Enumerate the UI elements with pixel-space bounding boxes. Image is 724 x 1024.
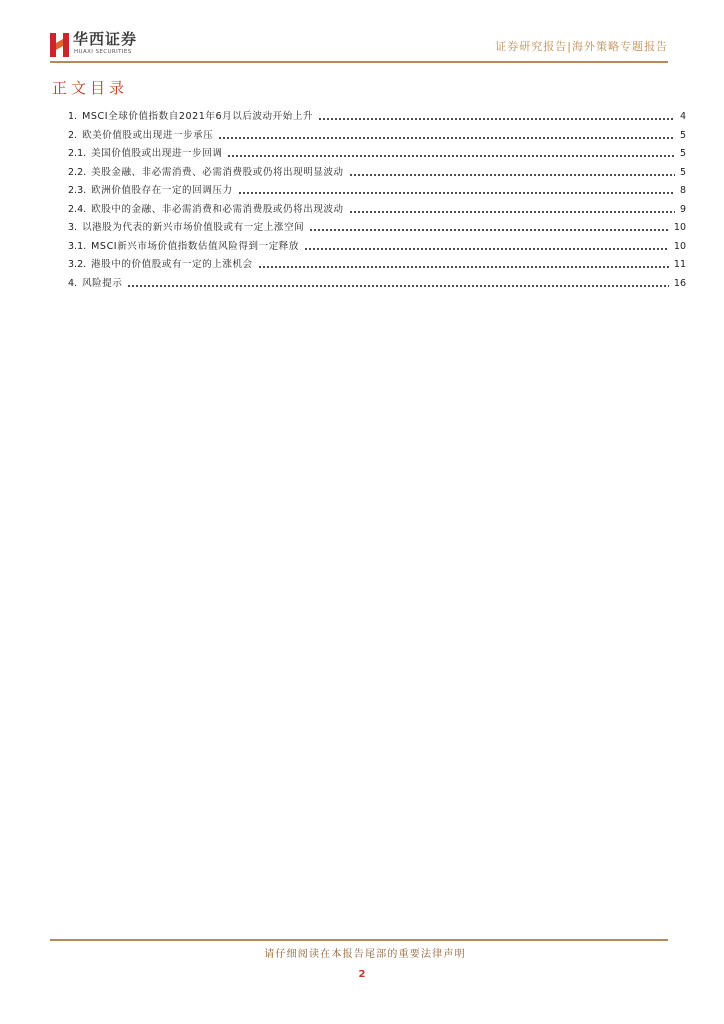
toc-entry-page: 10 [673,222,686,233]
toc-dot-leader [258,266,669,268]
toc-entry[interactable] [68,108,686,127]
footer-divider [50,939,668,941]
toc-entry-title: 风险提示 [82,277,123,289]
toc-dot-leader [318,118,675,120]
toc-entry-number: 4. [68,277,78,289]
toc-entry-number: 2.4. [68,203,87,215]
toc-dot-leader [349,211,675,213]
huaxi-logo-icon [49,32,71,58]
toc-entry[interactable] [68,127,686,146]
header-divider [50,61,668,63]
toc-entry-title: 欧美价值股或出现进一步承压 [82,129,214,141]
toc-entry-page: 10 [673,240,686,252]
toc-dot-leader [218,137,675,139]
toc-entry[interactable] [68,201,686,220]
toc-entry-number: 2.2. [68,166,87,178]
toc-entry[interactable] [68,164,686,183]
toc-entry-number: 3.2. [68,259,87,270]
toc-entry-page: 5 [679,129,686,141]
toc-entry[interactable] [68,256,686,275]
logo-name: 华西证券 [73,30,138,48]
toc-entry-title: 欧洲价值股存在一定的回调压力 [91,185,233,196]
toc-dot-leader [349,174,675,176]
toc-entry-title: 美股金融、非必需消费、必需消费股或仍将出现明显波动 [91,166,344,178]
toc-entry-page: 9 [679,203,686,215]
logo-subtitle: HUAXI SECURITIES [74,49,132,55]
toc-entry-title: MSCI新兴市场价值指数估值风险得到一定释放 [91,240,300,252]
toc-entry-page: 11 [673,259,686,270]
report-type-label: 证券研究报告|海外策略专题报告 [495,40,668,53]
toc-dot-leader [227,155,675,157]
toc-entry[interactable] [68,219,686,238]
toc-title: 正文目录 [52,79,129,97]
toc-entry-title: 欧股中的金融、非必需消费和必需消费股或仍将出现波动 [91,203,344,215]
toc-entry-number: 3. [68,222,78,233]
toc-entry-page: 5 [679,148,686,159]
toc-entry[interactable] [68,275,686,294]
toc-entry-title: 港股中的价值股或有一定的上涨机会 [91,259,253,270]
toc-entry-page: 5 [679,166,686,178]
toc-entry-number: 2.1. [68,148,87,159]
toc-entry[interactable] [68,238,686,257]
toc-entry-page: 4 [679,111,686,122]
toc-entry-page: 16 [673,277,686,289]
toc-entry[interactable] [68,182,686,201]
toc-dot-leader [238,192,675,194]
toc-entry-number: 1. [68,111,78,122]
toc-dot-leader [304,248,669,250]
toc-entry-page: 8 [679,185,686,196]
toc-entry-title: MSCI全球价值指数自2021年6月以后波动开始上升 [82,111,314,122]
toc-dot-leader [309,229,669,231]
toc-entry-title: 以港股为代表的新兴市场价值股或有一定上涨空间 [82,222,305,233]
toc-entry-number: 3.1. [68,240,87,252]
toc-entry-number: 2. [68,129,78,141]
toc-list [68,108,686,293]
toc-entry-title: 美国价值股或出现进一步回调 [91,148,223,159]
toc-entry-number: 2.3. [68,185,87,196]
page-number: 2 [358,969,366,980]
footer-disclaimer: 请仔细阅读在本报告尾部的重要法律声明 [264,949,466,960]
toc-entry[interactable] [68,145,686,164]
toc-dot-leader [127,285,668,287]
